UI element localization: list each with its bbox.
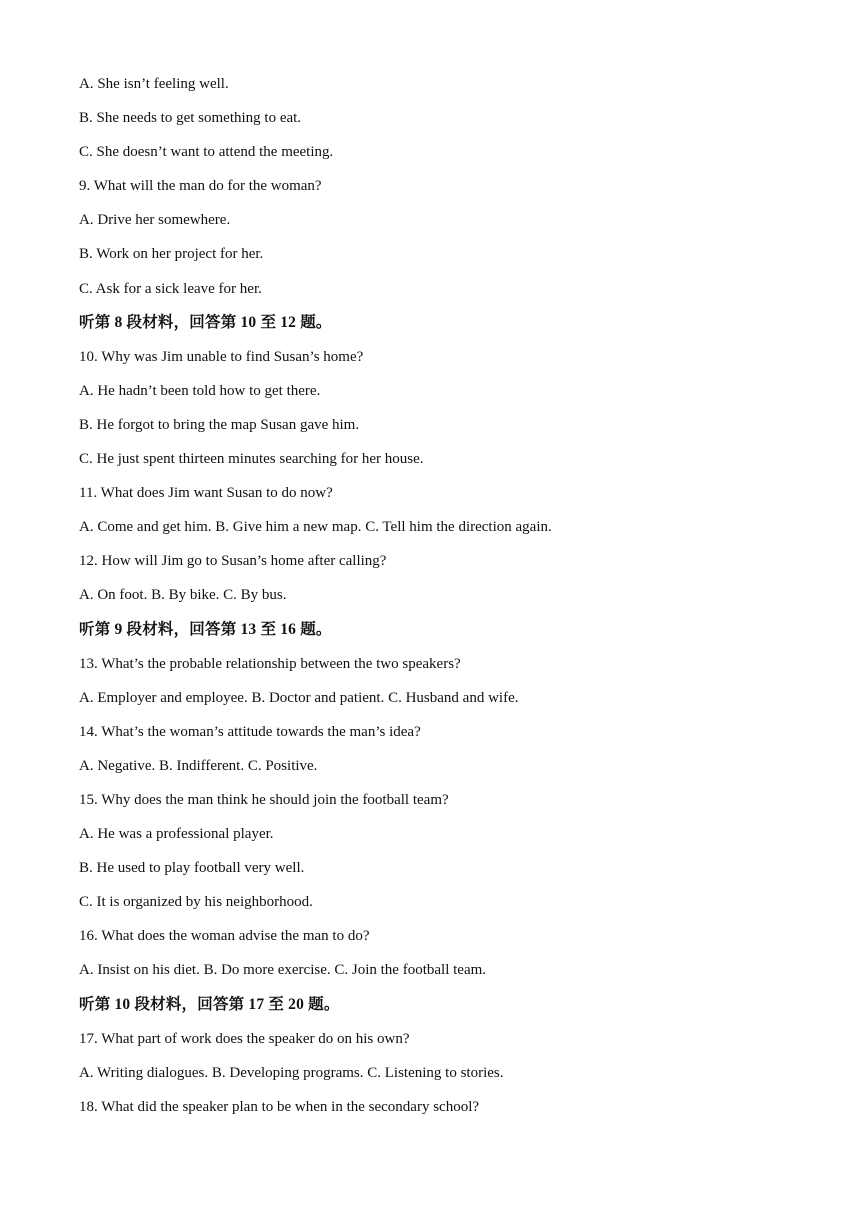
question-line: 16. What does the woman advise the man to do? [79,928,370,945]
option-line: C. She doesn’t want to attend the meeting. [79,144,334,161]
option-line: A. Employer and employee. B. Doctor and patient. C. Husband and wife. [79,689,519,706]
question-line: 15. Why does the man think he should join the football team? [79,791,449,808]
section-heading: 听第 9 段材料，回答第 13 至 16 题。 [79,620,332,638]
document-body [79,73,839,1130]
question-line: 9. What will the man do for the woman? [79,178,322,195]
question-line: 17. What part of work does the speaker do on his own? [79,1030,410,1047]
question-line: 12. How will Jim go to Susan’s home after calling? [79,553,387,570]
question-line: 14. What’s the woman’s attitude towards the man’s idea? [79,723,421,740]
option-line: A. Drive her somewhere. [79,212,231,229]
option-line: B. She needs to get something to eat. [79,110,302,127]
question-line: 11. What does Jim want Susan to do now? [79,485,333,502]
section-heading: 听第 8 段材料，回答第 10 至 12 题。 [79,313,332,331]
option-line: B. He used to play football very well. [79,860,305,877]
option-line: C. Ask for a sick leave for her. [79,280,262,297]
option-line: A. He was a professional player. [79,826,274,843]
option-line: A. On foot. B. By bike. C. By bus. [79,587,287,604]
option-line: C. It is organized by his neighborhood. [79,894,313,911]
question-line: 18. What did the speaker plan to be when in the secondary school? [79,1098,480,1115]
option-line: A. Insist on his diet. B. Do more exercise. C. Join the football team. [79,962,487,979]
option-line: A. Writing dialogues. B. Developing programs. C. Listening to stories. [79,1064,504,1081]
option-line: B. Work on her project for her. [79,246,264,263]
option-line: A. Negative. B. Indifferent. C. Positive. [79,757,318,774]
option-line: B. He forgot to bring the map Susan gave him. [79,416,360,433]
option-line: A. She isn’t feeling well. [79,76,229,92]
section-heading: 听第 10 段材料，回答第 17 至 20 题。 [79,995,340,1013]
question-line: 10. Why was Jim unable to find Susan’s home? [79,348,364,365]
question-line: 13. What’s the probable relationship between the two speakers? [79,655,461,672]
option-line: A. He hadn’t been told how to get there. [79,382,321,399]
option-line: A. Come and get him. B. Give him a new map. C. Tell him the direction again. [79,519,552,536]
option-line: C. He just spent thirteen minutes searching for her house. [79,451,424,468]
